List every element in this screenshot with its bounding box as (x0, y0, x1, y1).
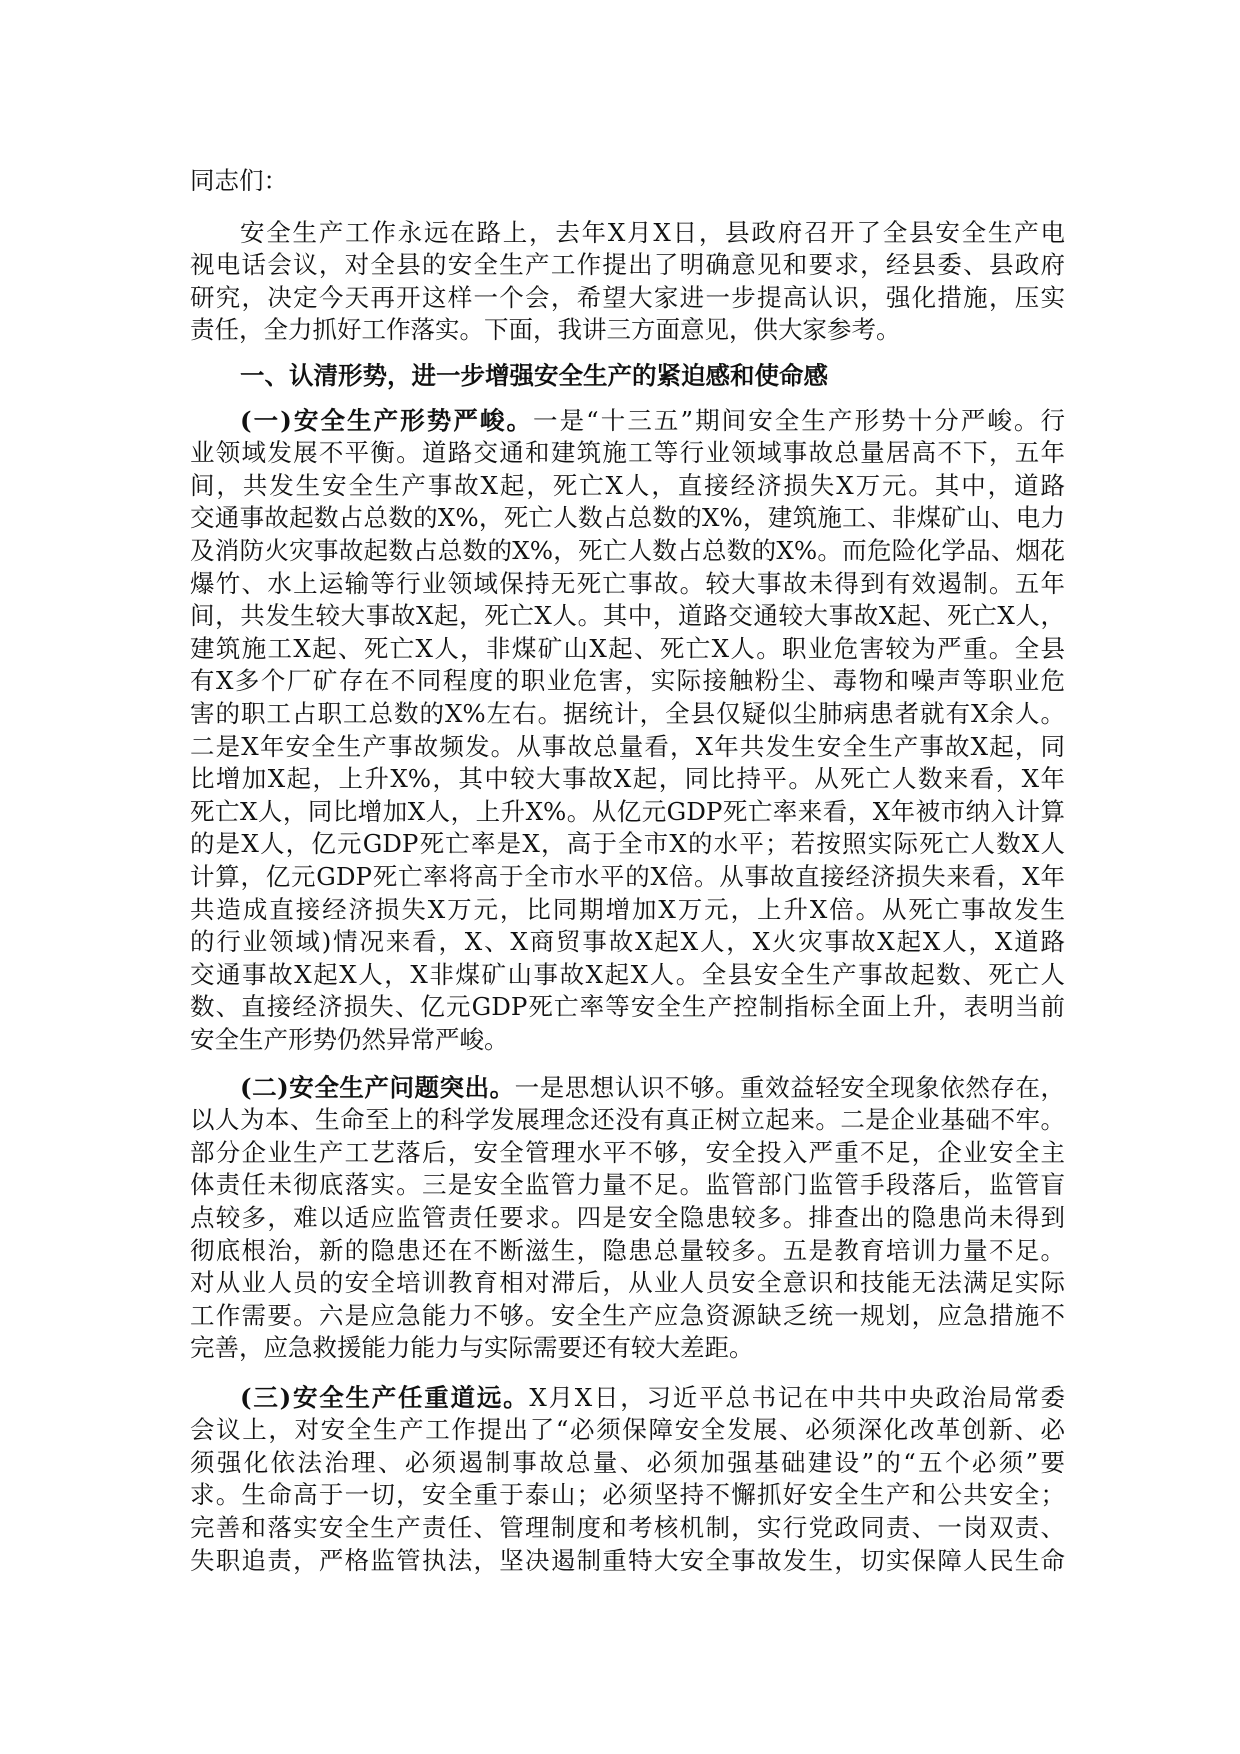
text-line (190, 1413, 1065, 1446)
text-line (190, 567, 1065, 600)
text-line (190, 893, 1065, 926)
subsection-title: (一)安全生产形势严峻。 (240, 405, 534, 435)
line-text: 一是“十三五”期间安全生产形势十分严峻。行 (533, 405, 1065, 435)
subsection-title: (三)安全生产任重道远。 (240, 1382, 530, 1412)
line-text: 的是X人，亿元GDP死亡率是X，高于全市X的水平；若按照实际死亡人数X人 (190, 829, 1065, 859)
text-line (190, 1023, 1065, 1056)
line-text: 求。生命高于一切，安全重于泰山；必须坚持不懈抓好安全生产和公共安全； (190, 1480, 1065, 1510)
line-text: 间，共发生安全生产事故X起，死亡X人，直接经济损失X万元。其中，道路 (190, 470, 1065, 500)
line-text: 数、直接经济损失、亿元GDP死亡率等安全生产控制指标全面上升，表明当前 (190, 992, 1065, 1022)
text-line (190, 313, 1065, 346)
line-text: 交通事故X起X人，X非煤矿山事故X起X人。全县安全生产事故起数、死亡人 (190, 959, 1065, 989)
text-line (190, 762, 1065, 795)
line-text: 间，共发生较大事故X起，死亡X人。其中，道路交通较大事故X起、死亡X人， (190, 601, 1065, 631)
line-text: 比增加X起，上升X%，其中较大事故X起，同比持平。从死亡人数来看，X年 (190, 764, 1065, 794)
text-line (240, 216, 1065, 249)
line-text: 安全生产形势仍然异常严峻。 (190, 1024, 509, 1054)
text-line (190, 1168, 1065, 1201)
text-line (190, 730, 1065, 763)
line-text: X月X日，习近平总书记在中共中央政治局常委 (529, 1382, 1065, 1412)
text-line (190, 1511, 1065, 1544)
text-line (190, 958, 1065, 991)
text-line (240, 404, 1065, 437)
line-text: 以人为本、生命至上的科学发展理念还没有真正树立起来。二是企业基础不牢。 (190, 1105, 1065, 1135)
line-text: 死亡X人，同比增加X人，上升X%。从亿元GDP死亡率来看，X年被市纳入计算 (190, 796, 1065, 826)
line-text: 对从业人员的安全培训教育相对滞后，从业人员安全意识和技能无法满足实际 (190, 1268, 1065, 1298)
line-text: 计算，亿元GDP死亡率将高于全市水平的X倍。从事故直接经济损失来看，X年 (190, 861, 1065, 891)
text-line (240, 1071, 1065, 1104)
line-text: 完善和落实安全生产责任、管理制度和考核机制，实行党政同责、一岗双责、 (190, 1512, 1065, 1542)
text-line (190, 1266, 1065, 1299)
line-text: 彻底根治，新的隐患还在不断滋生，隐患总量较多。五是教育培训力量不足。 (190, 1235, 1065, 1265)
text-line (190, 436, 1065, 469)
line-text: 一、认清形势，进一步增强安全生产的紧迫感和使命感 (240, 360, 828, 390)
line-text: 研究，决定今天再开这样一个会，希望大家进一步提高认识，强化措施，压实 (190, 282, 1065, 312)
text-line (190, 1136, 1065, 1169)
text-line (240, 1381, 1065, 1414)
text-line (240, 359, 1065, 392)
subsection-title: (二)安全生产问题突出。 (240, 1072, 515, 1102)
text-line (190, 501, 1065, 534)
text-line (190, 1478, 1065, 1511)
text-line (190, 469, 1065, 502)
line-text: 视电话会议，对全县的安全生产工作提出了明确意见和要求，经县委、县政府 (190, 250, 1065, 280)
text-line (190, 1201, 1065, 1234)
line-text: 害的职工占职工总数的X%左右。据统计，全县仅疑似尘肺病患者就有X余人。 (190, 698, 1065, 728)
line-text: 一是思想认识不够。重效益轻安全现象依然存在， (514, 1072, 1066, 1102)
text-line (190, 697, 1065, 730)
line-text: 有X多个厂矿存在不同程度的职业危害，实际接触粉尘、毒物和噪声等职业危 (190, 666, 1065, 696)
line-text: 建筑施工X起、死亡X人，非煤矿山X起、死亡X人。职业危害较为严重。全县 (190, 633, 1065, 663)
line-text: 会议上，对安全生产工作提出了“必须保障安全发展、必须深化改革创新、必 (190, 1415, 1065, 1445)
line-text: 交通事故起数占总数的X%，死亡人数占总数的X%，建筑施工、非煤矿山、电力 (190, 503, 1065, 533)
text-line (190, 281, 1065, 314)
line-text: 的行业领域)情况来看，X、X商贸事故X起X人，X火灾事故X起X人，X道路 (190, 927, 1065, 957)
line-text: 失职追责，严格监管执法，坚决遏制重特大安全事故发生，切实保障人民生命 (190, 1545, 1065, 1575)
line-text: 及消防火灾事故起数占总数的X%，死亡人数占总数的X%。而危险化学品、烟花 (190, 535, 1065, 565)
line-text: 责任，全力抓好工作落实。下面，我讲三方面意见，供大家参考。 (190, 315, 901, 345)
text-line (190, 664, 1065, 697)
line-text: 部分企业生产工艺落后，安全管理水平不够，安全投入严重不足，企业安全主 (190, 1137, 1065, 1167)
text-line (190, 860, 1065, 893)
text-line (190, 248, 1065, 281)
text-line (190, 827, 1065, 860)
line-text: 体责任未彻底落实。三是安全监管力量不足。监管部门监管手段落后，监管盲 (190, 1170, 1065, 1200)
line-text: 点较多，难以适应监管责任要求。四是安全隐患较多。排查出的隐患尚未得到 (190, 1202, 1065, 1232)
text-line (190, 1446, 1065, 1479)
text-line (190, 599, 1065, 632)
line-text: 须强化依法治理、必须遏制事故总量、必须加强基础建设”的“五个必须”要 (190, 1447, 1065, 1477)
text-line (190, 1544, 1065, 1577)
greeting: 同志们： (190, 166, 288, 195)
text-line (190, 1234, 1065, 1267)
text-line (190, 632, 1065, 665)
text-line (190, 925, 1065, 958)
line-text: 工作需要。六是应急能力不够。安全生产应急资源缺乏统一规划，应急措施不 (190, 1300, 1065, 1330)
line-text: 爆竹、水上运输等行业领域保持无死亡事故。较大事故未得到有效遏制。五年 (190, 568, 1065, 598)
line-text: 安全生产工作永远在路上，去年X月X日，县政府召开了全县安全生产电 (240, 217, 1065, 247)
text-line (190, 795, 1065, 828)
text-line (190, 534, 1065, 567)
text-line (190, 1103, 1065, 1136)
line-text: 业领域发展不平衡。道路交通和建筑施工等行业领域事故总量居高不下，五年 (190, 438, 1065, 468)
text-line (190, 1331, 1065, 1364)
text-line (190, 1299, 1065, 1332)
line-text: 共造成直接经济损失X万元，比同期增加X万元，上升X倍。从死亡事故发生 (190, 894, 1065, 924)
text-line (190, 990, 1065, 1023)
line-text: 二是X年安全生产事故频发。从事故总量看，X年共发生安全生产事故X起，同 (190, 731, 1065, 761)
line-text: 完善，应急救援能力能力与实际需要还有较大差距。 (190, 1333, 754, 1363)
